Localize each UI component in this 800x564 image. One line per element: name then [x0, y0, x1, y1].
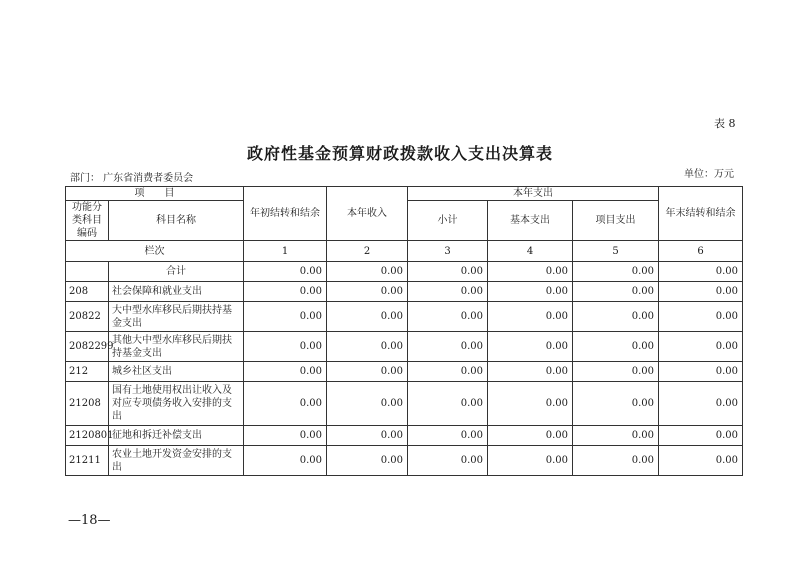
cell-value: 0.00: [408, 426, 488, 446]
row-name: 大中型水库移民后期扶持基金支出: [109, 302, 244, 332]
budget-table: [65, 186, 743, 476]
page-number: —18—: [68, 513, 111, 528]
cell-value: 0.00: [244, 302, 327, 332]
cell-value: 0.00: [573, 362, 659, 382]
cell-value: 0.00: [408, 332, 488, 362]
cell-value: 0.00: [659, 382, 743, 426]
row-name: 其他大中型水库移民后期扶持基金支出: [109, 332, 244, 362]
cell-value: 0.00: [408, 362, 488, 382]
cell-value: 0.00: [244, 382, 327, 426]
row-code: [66, 262, 109, 282]
cell-value: 0.00: [659, 332, 743, 362]
cell-value: 0.00: [488, 282, 573, 302]
department-label: 部门： 广东省消费者委员会: [70, 173, 194, 184]
cell-value: 0.00: [488, 362, 573, 382]
table-row: [66, 282, 743, 302]
row-code: 21211: [66, 446, 109, 476]
header-project: 项目支出: [573, 201, 659, 241]
cell-value: 0.00: [573, 282, 659, 302]
row-name: 农业土地开发资金安排的支出: [109, 446, 244, 476]
header-begin-balance: 年初结转和结余: [244, 187, 327, 241]
cell-value: 0.00: [244, 332, 327, 362]
row-code: 2120801: [66, 426, 109, 446]
cell-value: 0.00: [573, 262, 659, 282]
page-title: 政府性基金预算财政拨款收入支出决算表: [246, 144, 553, 163]
cell-value: 0.00: [488, 332, 573, 362]
cell-value: 0.00: [244, 262, 327, 282]
cell-value: 0.00: [244, 282, 327, 302]
cell-value: 0.00: [573, 446, 659, 476]
col-num: 4: [488, 241, 573, 262]
col-num: 3: [408, 241, 488, 262]
header-subject-name: 科目名称: [109, 201, 244, 241]
cell-value: 0.00: [244, 362, 327, 382]
table-row: [66, 332, 743, 362]
cell-value: 0.00: [408, 382, 488, 426]
cell-value: 0.00: [659, 362, 743, 382]
cell-value: 0.00: [488, 262, 573, 282]
row-name: 国有土地使用权出让收入及对应专项债务收入安排的支出: [109, 382, 244, 426]
header-basic: 基本支出: [488, 201, 573, 241]
row-name: 征地和拆迁补偿支出: [109, 426, 244, 446]
row-code: 20822: [66, 302, 109, 332]
cell-value: 0.00: [659, 302, 743, 332]
row-code: 212: [66, 362, 109, 382]
cell-value: 0.00: [659, 282, 743, 302]
table-row: [66, 302, 743, 332]
cell-value: 0.00: [488, 302, 573, 332]
row-name: 城乡社区支出: [109, 362, 244, 382]
cell-value: 0.00: [408, 282, 488, 302]
header-subtotal: 小计: [408, 201, 488, 241]
cell-value: 0.00: [327, 362, 408, 382]
cell-value: 0.00: [488, 446, 573, 476]
table-row: [66, 382, 743, 426]
cell-value: 0.00: [659, 446, 743, 476]
table-row: [66, 426, 743, 446]
cell-value: 0.00: [408, 302, 488, 332]
table-tag: 表 8: [714, 117, 736, 130]
row-code: 2082299: [66, 332, 109, 362]
cell-value: 0.00: [573, 302, 659, 332]
cell-value: 0.00: [244, 426, 327, 446]
header-expense-group: 本年支出: [408, 187, 659, 201]
cell-value: 0.00: [573, 382, 659, 426]
cell-value: 0.00: [327, 446, 408, 476]
unit-label: 单位：万元: [684, 169, 734, 180]
header-end-balance: 年末结转和结余: [659, 187, 743, 241]
cell-value: 0.00: [659, 426, 743, 446]
cell-value: 0.00: [327, 282, 408, 302]
cell-value: 0.00: [408, 446, 488, 476]
cell-value: 0.00: [327, 332, 408, 362]
col-num: 5: [573, 241, 659, 262]
cell-value: 0.00: [408, 262, 488, 282]
header-income: 本年收入: [327, 187, 408, 241]
cell-value: 0.00: [488, 382, 573, 426]
header-item: 项 目: [66, 187, 244, 201]
cell-value: 0.00: [327, 426, 408, 446]
row-name: 社会保障和就业支出: [109, 282, 244, 302]
cell-value: 0.00: [327, 262, 408, 282]
cell-value: 0.00: [327, 382, 408, 426]
row-code: 21208: [66, 382, 109, 426]
col-num: 1: [244, 241, 327, 262]
cell-value: 0.00: [244, 446, 327, 476]
col-num: 6: [659, 241, 743, 262]
cell-value: 0.00: [659, 262, 743, 282]
cell-value: 0.00: [327, 302, 408, 332]
table-row: [66, 446, 743, 476]
col-label: 栏次: [66, 241, 244, 262]
cell-value: 0.00: [573, 332, 659, 362]
row-name: 合计: [109, 262, 244, 282]
header-func-code: 功能分类科目编码: [66, 201, 109, 241]
col-num: 2: [327, 241, 408, 262]
table-row: [66, 262, 743, 282]
cell-value: 0.00: [573, 426, 659, 446]
cell-value: 0.00: [488, 426, 573, 446]
table-row: [66, 362, 743, 382]
row-code: 208: [66, 282, 109, 302]
